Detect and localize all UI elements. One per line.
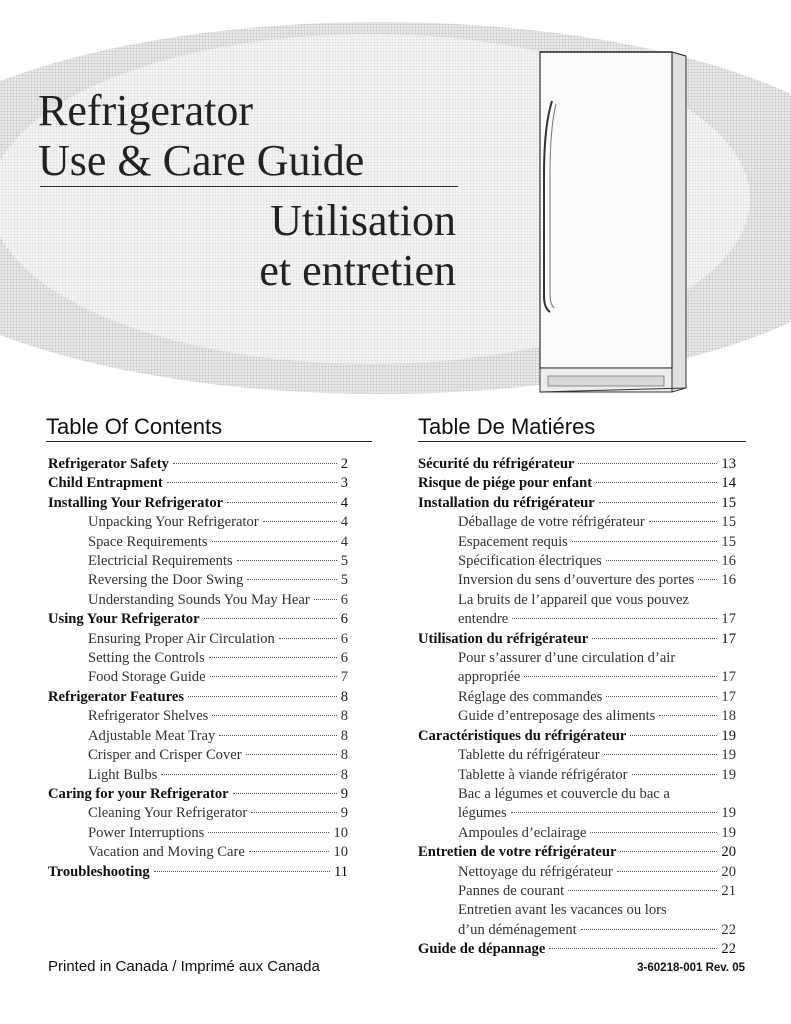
toc-entry [48, 707, 348, 726]
toc-entry-label: Guide de dépannage [418, 941, 546, 958]
toc-dot-leader [314, 599, 337, 600]
toc-entry-label: Power Interruptions [88, 824, 205, 841]
toc-dot-leader [581, 929, 718, 930]
toc-entry [48, 785, 348, 804]
toc-entry-page: 10 [333, 824, 348, 841]
toc-entry-page: 6 [340, 591, 348, 608]
toc-entry [48, 513, 348, 532]
toc-entry-label: Unpacking Your Refrigerator [88, 514, 259, 531]
toc-entry [418, 785, 736, 804]
toc-entry-page: 20 [721, 863, 736, 880]
toc-dot-leader [161, 774, 336, 775]
toc-entry-label: Entretien de votre réfrigérateur [418, 844, 617, 861]
title-fr-line2: et entretien [259, 246, 456, 295]
title-en-line2: Use & Care Guide [38, 136, 365, 185]
toc-dot-leader [572, 541, 718, 542]
toc-dot-leader [227, 502, 337, 503]
toc-entry-label: Guide d’entreposage des aliments [458, 708, 656, 725]
toc-french-heading: Table De Matiéres [418, 414, 596, 439]
toc-dot-leader [173, 463, 337, 464]
title-english [38, 86, 364, 186]
toc-entry [418, 513, 736, 532]
toc-entry [48, 746, 348, 765]
toc-entry [48, 571, 348, 590]
toc-entry [418, 571, 736, 590]
toc-entry-page: 9 [340, 785, 348, 802]
toc-entry [48, 552, 348, 571]
toc-entry [418, 746, 736, 765]
toc-entry [418, 455, 736, 474]
toc-entry [48, 863, 348, 882]
toc-entry-label: Sécurité du réfrigérateur [418, 456, 575, 472]
toc-entry-label: Vacation and Moving Care [88, 844, 245, 861]
toc-entry-page: 18 [721, 708, 736, 725]
toc-entry [418, 630, 736, 649]
toc-entry [48, 649, 348, 668]
toc-entry-label: Risque de piége pour enfant [418, 475, 593, 492]
toc-entry-page: 8 [340, 747, 348, 764]
toc-entry [48, 668, 348, 687]
toc-dot-leader [592, 638, 717, 639]
toc-entry [418, 494, 736, 513]
toc-entry [418, 688, 736, 707]
toc-entry-page: 8 [340, 727, 348, 744]
toc-entry-page: 19 [721, 805, 736, 822]
part-number: 3-60218-001 Rev. 05 [637, 962, 745, 974]
toc-entry-label: Utilisation du réfrigérateur [418, 630, 589, 647]
toc-english-rule [46, 441, 372, 442]
toc-entry-page: 19 [721, 824, 736, 841]
toc-entry-page: 6 [340, 650, 348, 667]
toc-dot-leader [511, 812, 718, 813]
toc-entry [418, 474, 736, 493]
toc-entry [48, 455, 348, 474]
toc-dot-leader [219, 735, 336, 736]
toc-entry-page: 5 [340, 572, 348, 589]
toc-entry-page: 20 [721, 844, 736, 861]
toc-entry [418, 591, 736, 610]
toc-dot-leader [246, 754, 337, 755]
toc-entry-page: 6 [340, 611, 348, 628]
toc-entry-label: Setting the Controls [88, 650, 205, 667]
toc-entry-page: 22 [721, 921, 736, 938]
printed-in-note: Printed in Canada / Imprimé aux Canada [48, 958, 320, 975]
toc-entry [418, 668, 736, 687]
toc-dot-leader [204, 618, 337, 619]
toc-entry [418, 824, 736, 843]
toc-dot-leader [210, 676, 337, 677]
title-en-line1: Refrigerator [38, 86, 253, 135]
toc-dot-leader [209, 657, 337, 658]
toc-dot-leader [279, 638, 337, 639]
toc-entry-label: Ampoules d’eclairage [458, 824, 587, 841]
toc-entry-label: Troubleshooting [48, 863, 150, 880]
toc-entry-label: Adjustable Meat Tray [88, 727, 216, 744]
toc-dot-leader [524, 676, 717, 677]
toc-entry [418, 863, 736, 882]
toc-entry-page: 17 [721, 669, 736, 686]
toc-entry [418, 921, 736, 940]
toc-entry-label: Child Entrapment [48, 475, 163, 492]
toc-entry-label: La bruits de l’appareil que vous pouvez [458, 591, 689, 608]
toc-entry-label: d’un déménagement [458, 921, 577, 938]
toc-entry-page: 17 [721, 611, 736, 628]
toc-entry-label: Entretien avant les vacances ou lors [458, 902, 667, 919]
toc-dot-leader [578, 463, 717, 464]
toc-entry-page: 8 [340, 708, 348, 725]
toc-entry-page: 15 [721, 514, 736, 531]
toc-entry-page: 10 [333, 844, 348, 861]
toc-dot-leader [212, 541, 337, 542]
toc-entry [48, 494, 348, 513]
toc-entry-label: Reversing the Door Swing [88, 572, 244, 589]
toc-entry-label: Tablette du réfrigérateur [458, 747, 600, 764]
toc-entry-label: Electricial Requirements [88, 553, 233, 570]
toc-entry [48, 591, 348, 610]
toc-entry [48, 804, 348, 823]
toc-dot-leader [698, 579, 717, 580]
toc-entry [418, 766, 736, 785]
toc-entry [48, 474, 348, 493]
toc-dot-leader [247, 579, 336, 580]
toc-entry-page: 7 [340, 669, 348, 686]
toc-entry-page: 4 [340, 514, 348, 531]
toc-entry-label: Refrigerator Safety [48, 456, 169, 472]
toc-entry-page: 5 [340, 553, 348, 570]
toc-dot-leader [617, 871, 718, 872]
toc-entry-page: 16 [721, 572, 736, 589]
toc-entry-page: 19 [721, 727, 736, 744]
toc-dot-leader [606, 696, 717, 697]
toc-dot-leader [590, 832, 717, 833]
toc-dot-leader [249, 851, 330, 852]
toc-entry-page: 13 [721, 456, 736, 472]
toc-entry-label: Spécification électriques [458, 553, 602, 570]
toc-entry-page: 8 [340, 766, 348, 783]
toc-entry-label: Caring for your Refrigerator [48, 785, 229, 802]
toc-entry [48, 688, 348, 707]
toc-entry-label: Bac a légumes et couvercle du bac a [458, 785, 670, 802]
toc-entry [418, 533, 736, 552]
toc-entry-label: légumes [458, 805, 507, 822]
toc-entry [418, 901, 736, 920]
toc-entry-label: Déballage de votre réfrigérateur [458, 514, 645, 531]
toc-dot-leader [263, 521, 337, 522]
toc-entry-label: Light Bulbs [88, 766, 158, 783]
cover-banner [0, 0, 791, 400]
toc-entry [418, 940, 736, 959]
toc-entry-page: 4 [340, 533, 348, 550]
toc-entry [418, 843, 736, 862]
toc-entry-page: 9 [340, 805, 348, 822]
toc-dot-leader [549, 948, 717, 949]
toc-dot-leader [632, 774, 718, 775]
toc-entry-label: appropriée [458, 669, 521, 686]
toc-entry-label: Pour s’assurer d’une circulation d’air [458, 650, 676, 667]
toc-dot-leader [512, 618, 717, 619]
toc-entry-page: 21 [721, 882, 736, 899]
toc-entry [418, 882, 736, 901]
toc-entry-label: Space Requirements [88, 533, 208, 550]
toc-entry-label: Refrigerator Shelves [88, 708, 209, 725]
toc-entry [418, 727, 736, 746]
toc-entry-page: 16 [721, 553, 736, 570]
toc-dot-leader [251, 812, 336, 813]
toc-entry-page: 14 [721, 475, 736, 492]
toc-entry-page: 11 [333, 863, 348, 880]
toc-entry-label: Food Storage Guide [88, 669, 206, 686]
toc-entry-label: Ensuring Proper Air Circulation [88, 630, 275, 647]
toc-entry-page: 15 [721, 494, 736, 511]
toc-entry-label: Pannes de courant [458, 882, 565, 899]
toc-dot-leader [604, 754, 718, 755]
toc-dot-leader [620, 851, 717, 852]
toc-entry [48, 843, 348, 862]
toc-entry-label: Installation du réfrigérateur [418, 494, 595, 511]
toc-entry-page: 4 [340, 494, 348, 511]
toc-entry-page: 2 [340, 456, 348, 472]
toc-dot-leader [606, 560, 718, 561]
toc-french-list [418, 455, 736, 960]
toc-english-list [48, 455, 348, 882]
toc-entry-label: Refrigerator Features [48, 688, 185, 705]
toc-french-rule [418, 441, 746, 442]
title-fr-line1: Utilisation [270, 196, 456, 245]
toc-entry-label: entendre [458, 611, 509, 628]
toc-entry-label: Caractéristiques du réfrigérateur [418, 727, 627, 744]
toc-entry [48, 727, 348, 746]
toc-entry [48, 630, 348, 649]
toc-dot-leader [599, 502, 718, 503]
toc-entry-page: 22 [721, 941, 736, 958]
toc-entry [418, 610, 736, 629]
toc-entry-page: 3 [340, 475, 348, 492]
toc-entry-page: 6 [340, 630, 348, 647]
toc-entry [48, 766, 348, 785]
toc-dot-leader [630, 735, 717, 736]
toc-entry-page: 17 [721, 630, 736, 647]
toc-entry-label: Installing Your Refrigerator [48, 494, 224, 511]
toc-entry-page: 15 [721, 533, 736, 550]
toc-dot-leader [208, 832, 329, 833]
title-divider [40, 186, 458, 187]
toc-entry-label: Understanding Sounds You May Hear [88, 591, 310, 608]
toc-english-heading: Table Of Contents [46, 414, 223, 439]
toc-dot-leader [659, 715, 717, 716]
toc-entry-label: Inversion du sens d’ouverture des portes [458, 572, 695, 589]
toc-entry [418, 804, 736, 823]
toc-dot-leader [596, 482, 717, 483]
toc-entry [418, 707, 736, 726]
toc-entry-page: 17 [721, 688, 736, 705]
toc-entry [48, 824, 348, 843]
toc-dot-leader [212, 715, 336, 716]
toc-entry [48, 610, 348, 629]
toc-entry-label: Using Your Refrigerator [48, 611, 200, 628]
toc-entry [418, 649, 736, 668]
toc-entry-page: 8 [340, 688, 348, 705]
toc-dot-leader [649, 521, 718, 522]
toc-entry-label: Nettoyage du réfrigérateur [458, 863, 613, 880]
toc-dot-leader [154, 871, 330, 872]
toc-dot-leader [188, 696, 337, 697]
toc-entry-label: Cleaning Your Refrigerator [88, 805, 248, 822]
toc-entry-label: Espacement requis [458, 533, 568, 550]
toc-dot-leader [568, 890, 717, 891]
toc-dot-leader [167, 482, 337, 483]
toc-dot-leader [237, 560, 337, 561]
title-french [259, 196, 456, 296]
refrigerator-illustration [530, 46, 690, 396]
toc-entry-label: Réglage des commandes [458, 688, 603, 705]
toc-entry-page: 19 [721, 766, 736, 783]
toc-dot-leader [233, 793, 337, 794]
toc-entry-label: Tablette à viande réfrigérator [458, 766, 628, 783]
toc-entry-page: 19 [721, 747, 736, 764]
toc-entry [48, 533, 348, 552]
toc-entry [418, 552, 736, 571]
toc-entry-label: Crisper and Crisper Cover [88, 747, 242, 764]
